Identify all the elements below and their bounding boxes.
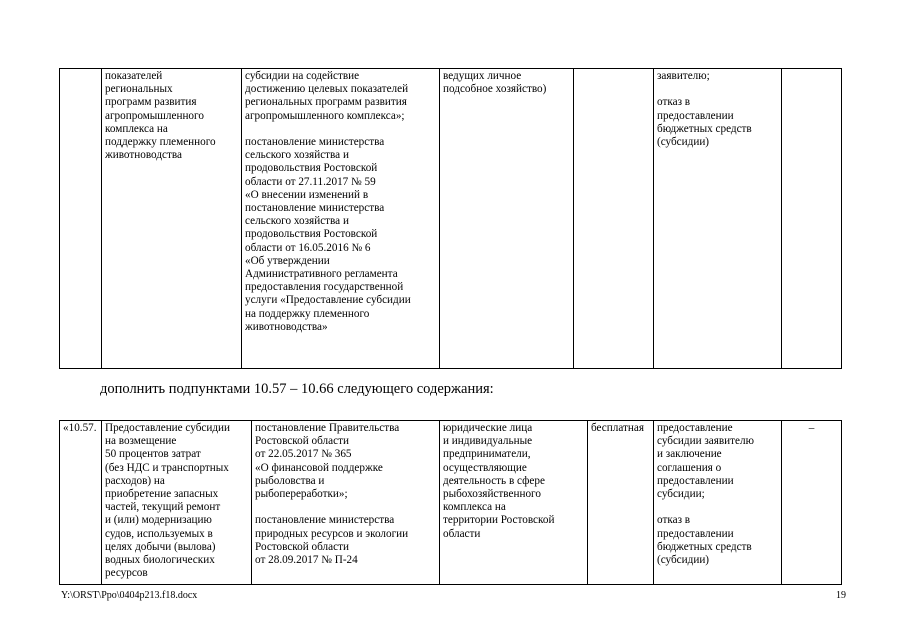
cell-result: заявителю; отказ в предоставлении бюджетных средств (субсидии) [654, 69, 782, 369]
cell-number: «10.57. [60, 421, 102, 585]
cell-service-name: показателей региональных программ развития агропромышленного комплекса на поддержку племенного животноводства [102, 69, 242, 369]
cell-extra: – [782, 421, 842, 585]
cell-fee: бесплатная [588, 421, 654, 585]
cell-legal-basis: субсидии на содействие достижению целевых показателей региональных программ развития агропромышленного комплекса»; постановление министерства сельского хозяйства и продовольствия Ростовской области от 27.11.2017 № 59 «О внесении изменений в постановление министерства сельского хозяйства и продовольствия Ростовской области от 16.05.2016 № 6 «Об утверждении Административного регламента предоставления государственной услуги «Предоставление субсидии на поддержку племенного животноводства» [242, 69, 440, 369]
page-number: 19 [836, 590, 846, 601]
footer-file-path: Y:\ORST\Ppo\0404p213.f18.docx [61, 590, 198, 601]
cell-extra [782, 69, 842, 369]
amendment-instruction: дополнить подпунктами 10.57 – 10.66 следующего содержания: [100, 381, 494, 397]
cell-legal-basis: постановление Правительства Ростовской области от 22.05.2017 № 365 «О финансовой поддержке рыболовства и рыбопереработки»; постановление министерства природных ресурсов и экологии Ростовской области от 28.09.2017 № П-24 [252, 421, 440, 585]
cell-service-name: Предоставление субсидии на возмещение 50 процентов затрат (без НДС и транспортных расходов) на приобретение запасных частей, текущий ремонт и (или) модернизацию судов, используемых в целях добычи (вылова) водных биологических ресурсов [102, 421, 252, 585]
cell-number [60, 69, 102, 369]
table-row [60, 69, 842, 369]
requirements-table-continued [59, 68, 842, 369]
cell-result: предоставление субсидии заявителю и заключение соглашения о предоставлении субсидии; отказ в предоставлении бюджетных средств (субсидии) [654, 421, 782, 585]
requirements-table-new-items [59, 420, 842, 585]
cell-applicants: юридические лица и индивидуальные предприниматели, осуществляющие деятельность в сфере рыбохозяйственного комплекса на территории Ростовской области [440, 421, 588, 585]
table-row [60, 421, 842, 585]
cell-fee [574, 69, 654, 369]
cell-applicants: ведущих личное подсобное хозяйство) [440, 69, 574, 369]
